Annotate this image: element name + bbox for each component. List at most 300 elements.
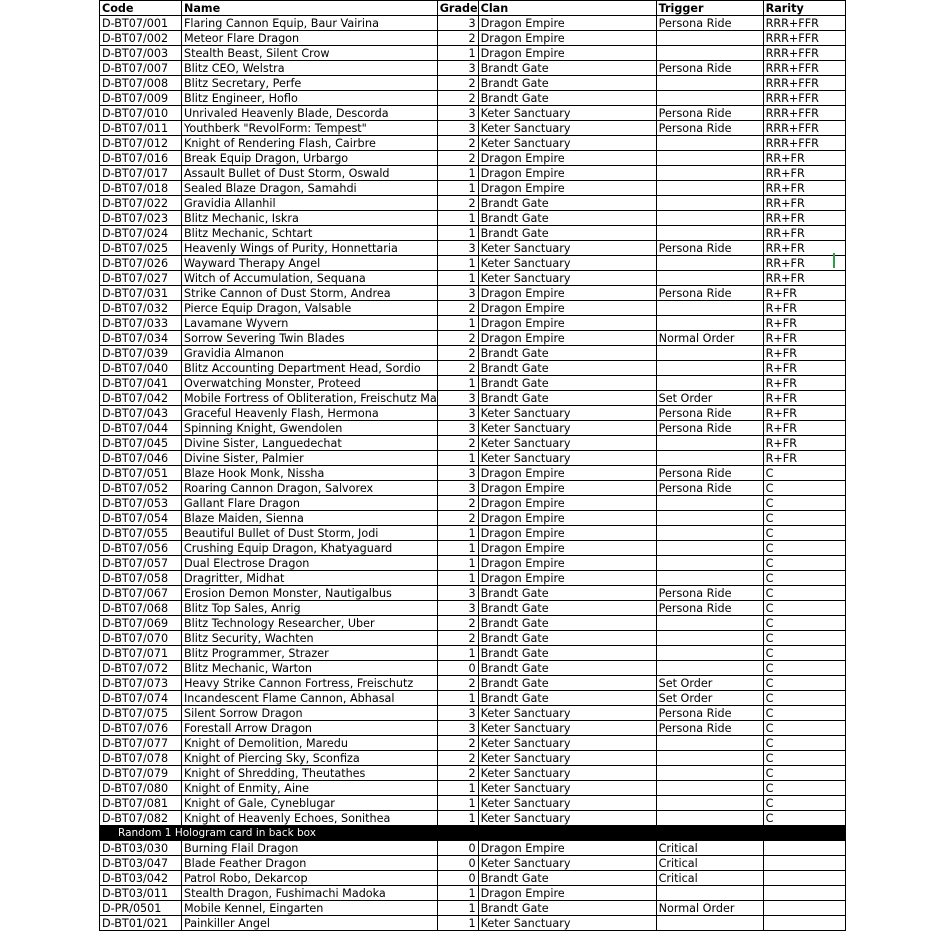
rarity-cell[interactable]: RRR+FFR (763, 46, 845, 61)
trigger-cell[interactable] (656, 31, 763, 46)
name-cell[interactable]: Knight of Demolition, Maredu (182, 736, 438, 751)
trigger-cell[interactable]: Critical (656, 856, 763, 871)
grade-cell[interactable]: 2 (437, 151, 478, 166)
clan-cell[interactable]: Brandt Gate (478, 616, 656, 631)
clan-cell[interactable]: Dragon Empire (478, 541, 656, 556)
grade-cell[interactable]: 1 (437, 256, 478, 271)
code-cell[interactable]: D-BT07/007 (100, 61, 182, 76)
clan-cell[interactable]: Brandt Gate (478, 76, 656, 91)
code-cell[interactable]: D-BT07/041 (100, 376, 182, 391)
trigger-cell[interactable]: Critical (656, 841, 763, 856)
clan-cell[interactable]: Keter Sanctuary (478, 856, 656, 871)
code-cell[interactable]: D-BT03/030 (100, 841, 182, 856)
clan-cell[interactable]: Dragon Empire (478, 301, 656, 316)
grade-cell[interactable]: 2 (437, 196, 478, 211)
grade-cell[interactable]: 0 (437, 661, 478, 676)
trigger-cell[interactable] (656, 556, 763, 571)
code-cell[interactable]: D-BT03/047 (100, 856, 182, 871)
grade-cell[interactable]: 1 (437, 646, 478, 661)
rarity-cell[interactable] (763, 841, 845, 856)
trigger-cell[interactable] (656, 361, 763, 376)
name-cell[interactable]: Blitz Programmer, Strazer (182, 646, 438, 661)
code-cell[interactable]: D-BT07/008 (100, 76, 182, 91)
code-cell[interactable]: D-BT07/023 (100, 211, 182, 226)
clan-cell[interactable]: Dragon Empire (478, 556, 656, 571)
rarity-cell[interactable]: C (763, 781, 845, 796)
trigger-cell[interactable] (656, 646, 763, 661)
clan-cell[interactable]: Keter Sanctuary (478, 706, 656, 721)
grade-cell[interactable]: 1 (437, 901, 478, 916)
clan-cell[interactable]: Dragon Empire (478, 841, 656, 856)
name-cell[interactable]: Wayward Therapy Angel (182, 256, 438, 271)
name-cell[interactable]: Meteor Flare Dragon (182, 31, 438, 46)
code-cell[interactable]: D-BT07/052 (100, 481, 182, 496)
grade-cell[interactable]: 0 (437, 871, 478, 886)
trigger-cell[interactable] (656, 211, 763, 226)
header-grade[interactable]: Grade (437, 1, 478, 16)
trigger-cell[interactable] (656, 91, 763, 106)
rarity-cell[interactable]: RRR+FFR (763, 136, 845, 151)
clan-cell[interactable]: Brandt Gate (478, 661, 656, 676)
name-cell[interactable]: Spinning Knight, Gwendolen (182, 421, 438, 436)
code-cell[interactable]: D-BT07/027 (100, 271, 182, 286)
grade-cell[interactable]: 2 (437, 31, 478, 46)
rarity-cell[interactable]: RRR+FFR (763, 91, 845, 106)
rarity-cell[interactable]: RRR+FFR (763, 121, 845, 136)
name-cell[interactable]: Knight of Gale, Cyneblugar (182, 796, 438, 811)
name-cell[interactable]: Strike Cannon of Dust Storm, Andrea (182, 286, 438, 301)
trigger-cell[interactable] (656, 46, 763, 61)
clan-cell[interactable]: Brandt Gate (478, 91, 656, 106)
grade-cell[interactable]: 3 (437, 406, 478, 421)
name-cell[interactable]: Youthberk "RevolForm: Tempest" (182, 121, 438, 136)
code-cell[interactable]: D-BT07/046 (100, 451, 182, 466)
code-cell[interactable]: D-BT07/042 (100, 391, 182, 406)
rarity-cell[interactable]: C (763, 721, 845, 736)
grade-cell[interactable]: 1 (437, 271, 478, 286)
code-cell[interactable]: D-BT07/002 (100, 31, 182, 46)
grade-cell[interactable]: 3 (437, 121, 478, 136)
name-cell[interactable]: Patrol Robo, Dekarcop (182, 871, 438, 886)
trigger-cell[interactable]: Persona Ride (656, 286, 763, 301)
grade-cell[interactable]: 1 (437, 451, 478, 466)
grade-cell[interactable]: 1 (437, 811, 478, 826)
trigger-cell[interactable]: Persona Ride (656, 706, 763, 721)
grade-cell[interactable]: 1 (437, 886, 478, 901)
trigger-cell[interactable]: Persona Ride (656, 421, 763, 436)
name-cell[interactable]: Flaring Cannon Equip, Baur Vairina (182, 16, 438, 31)
rarity-cell[interactable]: C (763, 661, 845, 676)
rarity-cell[interactable]: R+FR (763, 451, 845, 466)
name-cell[interactable]: Blitz Security, Wachten (182, 631, 438, 646)
code-cell[interactable]: D-BT07/012 (100, 136, 182, 151)
code-cell[interactable]: D-BT07/075 (100, 706, 182, 721)
rarity-cell[interactable]: R+FR (763, 346, 845, 361)
clan-cell[interactable]: Dragon Empire (478, 526, 656, 541)
code-cell[interactable]: D-BT07/082 (100, 811, 182, 826)
rarity-cell[interactable] (763, 916, 845, 931)
rarity-cell[interactable]: C (763, 496, 845, 511)
trigger-cell[interactable]: Normal Order (656, 901, 763, 916)
code-cell[interactable]: D-BT07/068 (100, 601, 182, 616)
name-cell[interactable]: Blitz Engineer, Hoflo (182, 91, 438, 106)
trigger-cell[interactable] (656, 76, 763, 91)
grade-cell[interactable]: 1 (437, 526, 478, 541)
trigger-cell[interactable] (656, 616, 763, 631)
clan-cell[interactable]: Brandt Gate (478, 631, 656, 646)
clan-cell[interactable]: Dragon Empire (478, 496, 656, 511)
code-cell[interactable]: D-BT07/056 (100, 541, 182, 556)
trigger-cell[interactable]: Critical (656, 871, 763, 886)
code-cell[interactable]: D-BT07/054 (100, 511, 182, 526)
code-cell[interactable]: D-BT07/016 (100, 151, 182, 166)
grade-cell[interactable]: 3 (437, 16, 478, 31)
grade-cell[interactable]: 1 (437, 781, 478, 796)
trigger-cell[interactable] (656, 766, 763, 781)
grade-cell[interactable]: 3 (437, 421, 478, 436)
code-cell[interactable]: D-BT07/057 (100, 556, 182, 571)
header-code[interactable]: Code (100, 1, 182, 16)
code-cell[interactable]: D-BT07/009 (100, 91, 182, 106)
code-cell[interactable]: D-BT07/044 (100, 421, 182, 436)
clan-cell[interactable]: Dragon Empire (478, 46, 656, 61)
rarity-cell[interactable]: C (763, 766, 845, 781)
grade-cell[interactable]: 2 (437, 676, 478, 691)
trigger-cell[interactable]: Persona Ride (656, 241, 763, 256)
code-cell[interactable]: D-BT07/026 (100, 256, 182, 271)
trigger-cell[interactable] (656, 151, 763, 166)
clan-cell[interactable]: Keter Sanctuary (478, 136, 656, 151)
rarity-cell[interactable]: C (763, 571, 845, 586)
name-cell[interactable]: Beautiful Bullet of Dust Storm, Jodi (182, 526, 438, 541)
code-cell[interactable]: D-BT07/070 (100, 631, 182, 646)
clan-cell[interactable]: Keter Sanctuary (478, 796, 656, 811)
name-cell[interactable]: Stealth Beast, Silent Crow (182, 46, 438, 61)
trigger-cell[interactable] (656, 436, 763, 451)
rarity-cell[interactable]: RR+FR (763, 226, 845, 241)
name-cell[interactable]: Gravidia Almanon (182, 346, 438, 361)
code-cell[interactable]: D-BT07/076 (100, 721, 182, 736)
grade-cell[interactable]: 2 (437, 751, 478, 766)
code-cell[interactable]: D-BT07/081 (100, 796, 182, 811)
clan-cell[interactable]: Brandt Gate (478, 196, 656, 211)
clan-cell[interactable]: Dragon Empire (478, 511, 656, 526)
trigger-cell[interactable]: Normal Order (656, 331, 763, 346)
grade-cell[interactable]: 3 (437, 721, 478, 736)
rarity-cell[interactable]: C (763, 811, 845, 826)
trigger-cell[interactable] (656, 511, 763, 526)
grade-cell[interactable]: 2 (437, 361, 478, 376)
rarity-cell[interactable] (763, 901, 845, 916)
trigger-cell[interactable]: Persona Ride (656, 466, 763, 481)
clan-cell[interactable]: Brandt Gate (478, 376, 656, 391)
clan-cell[interactable]: Brandt Gate (478, 676, 656, 691)
clan-cell[interactable]: Keter Sanctuary (478, 736, 656, 751)
grade-cell[interactable]: 3 (437, 466, 478, 481)
name-cell[interactable]: Sealed Blaze Dragon, Samahdi (182, 181, 438, 196)
hologram-banner[interactable]: Random 1 Hologram card in back box (100, 826, 846, 841)
clan-cell[interactable]: Dragon Empire (478, 31, 656, 46)
code-cell[interactable]: D-BT07/024 (100, 226, 182, 241)
code-cell[interactable]: D-BT07/069 (100, 616, 182, 631)
code-cell[interactable]: D-BT07/022 (100, 196, 182, 211)
rarity-cell[interactable]: C (763, 466, 845, 481)
grade-cell[interactable]: 3 (437, 706, 478, 721)
trigger-cell[interactable] (656, 256, 763, 271)
rarity-cell[interactable]: R+FR (763, 286, 845, 301)
grade-cell[interactable]: 3 (437, 586, 478, 601)
rarity-cell[interactable]: C (763, 556, 845, 571)
trigger-cell[interactable] (656, 781, 763, 796)
grade-cell[interactable]: 3 (437, 241, 478, 256)
name-cell[interactable]: Blitz Technology Researcher, Uber (182, 616, 438, 631)
trigger-cell[interactable]: Set Order (656, 676, 763, 691)
rarity-cell[interactable]: R+FR (763, 316, 845, 331)
name-cell[interactable]: Blitz Top Sales, Anrig (182, 601, 438, 616)
name-cell[interactable]: Sorrow Severing Twin Blades (182, 331, 438, 346)
clan-cell[interactable]: Dragon Empire (478, 886, 656, 901)
code-cell[interactable]: D-BT07/071 (100, 646, 182, 661)
grade-cell[interactable]: 2 (437, 331, 478, 346)
trigger-cell[interactable] (656, 751, 763, 766)
rarity-cell[interactable]: RR+FR (763, 256, 845, 271)
rarity-cell[interactable]: C (763, 616, 845, 631)
name-cell[interactable]: Burning Flail Dragon (182, 841, 438, 856)
code-cell[interactable]: D-PR/0501 (100, 901, 182, 916)
code-cell[interactable]: D-BT07/032 (100, 301, 182, 316)
grade-cell[interactable]: 2 (437, 616, 478, 631)
name-cell[interactable]: Blaze Maiden, Sienna (182, 511, 438, 526)
trigger-cell[interactable]: Persona Ride (656, 16, 763, 31)
grade-cell[interactable]: 1 (437, 226, 478, 241)
name-cell[interactable]: Blitz Accounting Department Head, Sordio (182, 361, 438, 376)
rarity-cell[interactable]: RR+FR (763, 166, 845, 181)
grade-cell[interactable]: 2 (437, 511, 478, 526)
code-cell[interactable]: D-BT07/078 (100, 751, 182, 766)
name-cell[interactable]: Roaring Cannon Dragon, Salvorex (182, 481, 438, 496)
clan-cell[interactable]: Dragon Empire (478, 16, 656, 31)
header-trigger[interactable]: Trigger (656, 1, 763, 16)
name-cell[interactable]: Dragritter, Midhat (182, 571, 438, 586)
clan-cell[interactable]: Dragon Empire (478, 286, 656, 301)
grade-cell[interactable]: 1 (437, 376, 478, 391)
clan-cell[interactable]: Keter Sanctuary (478, 406, 656, 421)
code-cell[interactable]: D-BT07/067 (100, 586, 182, 601)
code-cell[interactable]: D-BT07/018 (100, 181, 182, 196)
grade-cell[interactable]: 1 (437, 916, 478, 931)
name-cell[interactable]: Gallant Flare Dragon (182, 496, 438, 511)
clan-cell[interactable]: Brandt Gate (478, 646, 656, 661)
rarity-cell[interactable]: R+FR (763, 436, 845, 451)
trigger-cell[interactable] (656, 271, 763, 286)
grade-cell[interactable]: 2 (437, 766, 478, 781)
trigger-cell[interactable]: Persona Ride (656, 586, 763, 601)
rarity-cell[interactable] (763, 871, 845, 886)
trigger-cell[interactable] (656, 811, 763, 826)
clan-cell[interactable]: Keter Sanctuary (478, 916, 656, 931)
grade-cell[interactable]: 3 (437, 391, 478, 406)
grade-cell[interactable]: 3 (437, 481, 478, 496)
rarity-cell[interactable]: C (763, 646, 845, 661)
name-cell[interactable]: Forestall Arrow Dragon (182, 721, 438, 736)
grade-cell[interactable]: 1 (437, 211, 478, 226)
rarity-cell[interactable]: C (763, 706, 845, 721)
rarity-cell[interactable]: R+FR (763, 391, 845, 406)
rarity-cell[interactable]: C (763, 736, 845, 751)
name-cell[interactable]: Knight of Heavenly Echoes, Sonithea (182, 811, 438, 826)
code-cell[interactable]: D-BT07/031 (100, 286, 182, 301)
name-cell[interactable]: Blitz Mechanic, Schtart (182, 226, 438, 241)
grade-cell[interactable]: 1 (437, 316, 478, 331)
code-cell[interactable]: D-BT07/011 (100, 121, 182, 136)
rarity-cell[interactable]: C (763, 481, 845, 496)
rarity-cell[interactable]: RRR+FFR (763, 61, 845, 76)
name-cell[interactable]: Lavamane Wyvern (182, 316, 438, 331)
trigger-cell[interactable] (656, 496, 763, 511)
clan-cell[interactable]: Dragon Empire (478, 151, 656, 166)
rarity-cell[interactable] (763, 886, 845, 901)
name-cell[interactable]: Silent Sorrow Dragon (182, 706, 438, 721)
clan-cell[interactable]: Brandt Gate (478, 391, 656, 406)
rarity-cell[interactable]: C (763, 526, 845, 541)
name-cell[interactable]: Witch of Accumulation, Sequana (182, 271, 438, 286)
grade-cell[interactable]: 2 (437, 736, 478, 751)
code-cell[interactable]: D-BT07/074 (100, 691, 182, 706)
clan-cell[interactable]: Dragon Empire (478, 166, 656, 181)
clan-cell[interactable]: Keter Sanctuary (478, 106, 656, 121)
trigger-cell[interactable] (656, 916, 763, 931)
trigger-cell[interactable]: Persona Ride (656, 106, 763, 121)
trigger-cell[interactable]: Persona Ride (656, 121, 763, 136)
name-cell[interactable]: Blitz Secretary, Perfe (182, 76, 438, 91)
name-cell[interactable]: Incandescent Flame Cannon, Abhasal (182, 691, 438, 706)
grade-cell[interactable]: 3 (437, 61, 478, 76)
grade-cell[interactable]: 2 (437, 76, 478, 91)
name-cell[interactable]: Graceful Heavenly Flash, Hermona (182, 406, 438, 421)
code-cell[interactable]: D-BT07/079 (100, 766, 182, 781)
name-cell[interactable]: Knight of Rendering Flash, Cairbre (182, 136, 438, 151)
name-cell[interactable]: Stealth Dragon, Fushimachi Madoka (182, 886, 438, 901)
trigger-cell[interactable]: Persona Ride (656, 721, 763, 736)
rarity-cell[interactable]: C (763, 631, 845, 646)
clan-cell[interactable]: Dragon Empire (478, 331, 656, 346)
name-cell[interactable]: Crushing Equip Dragon, Khatyaguard (182, 541, 438, 556)
clan-cell[interactable]: Brandt Gate (478, 61, 656, 76)
grade-cell[interactable]: 1 (437, 691, 478, 706)
clan-cell[interactable]: Brandt Gate (478, 346, 656, 361)
rarity-cell[interactable]: RRR+FFR (763, 16, 845, 31)
clan-cell[interactable]: Keter Sanctuary (478, 241, 656, 256)
clan-cell[interactable]: Keter Sanctuary (478, 271, 656, 286)
clan-cell[interactable]: Keter Sanctuary (478, 721, 656, 736)
rarity-cell[interactable]: RR+FR (763, 241, 845, 256)
name-cell[interactable]: Divine Sister, Palmier (182, 451, 438, 466)
clan-cell[interactable]: Dragon Empire (478, 571, 656, 586)
grade-cell[interactable]: 1 (437, 796, 478, 811)
name-cell[interactable]: Heavenly Wings of Purity, Honnettaria (182, 241, 438, 256)
name-cell[interactable]: Blade Feather Dragon (182, 856, 438, 871)
name-cell[interactable]: Divine Sister, Languedechat (182, 436, 438, 451)
grade-cell[interactable]: 2 (437, 631, 478, 646)
clan-cell[interactable]: Brandt Gate (478, 226, 656, 241)
name-cell[interactable]: Assault Bullet of Dust Storm, Oswald (182, 166, 438, 181)
rarity-cell[interactable]: R+FR (763, 331, 845, 346)
code-cell[interactable]: D-BT07/053 (100, 496, 182, 511)
rarity-cell[interactable]: C (763, 541, 845, 556)
grade-cell[interactable]: 0 (437, 841, 478, 856)
clan-cell[interactable]: Keter Sanctuary (478, 121, 656, 136)
name-cell[interactable]: Heavy Strike Cannon Fortress, Freischutz (182, 676, 438, 691)
name-cell[interactable]: Mobile Fortress of Obliteration, Freischutz Ma (182, 391, 438, 406)
name-cell[interactable]: Blitz Mechanic, Warton (182, 661, 438, 676)
clan-cell[interactable]: Brandt Gate (478, 691, 656, 706)
code-cell[interactable]: D-BT07/033 (100, 316, 182, 331)
trigger-cell[interactable]: Persona Ride (656, 406, 763, 421)
clan-cell[interactable]: Keter Sanctuary (478, 256, 656, 271)
clan-cell[interactable]: Dragon Empire (478, 481, 656, 496)
rarity-cell[interactable]: RRR+FFR (763, 76, 845, 91)
grade-cell[interactable]: 3 (437, 106, 478, 121)
clan-cell[interactable]: Keter Sanctuary (478, 811, 656, 826)
code-cell[interactable]: D-BT07/025 (100, 241, 182, 256)
grade-cell[interactable]: 3 (437, 601, 478, 616)
rarity-cell[interactable]: C (763, 676, 845, 691)
trigger-cell[interactable] (656, 226, 763, 241)
grade-cell[interactable]: 0 (437, 856, 478, 871)
code-cell[interactable]: D-BT07/051 (100, 466, 182, 481)
code-cell[interactable]: D-BT07/010 (100, 106, 182, 121)
code-cell[interactable]: D-BT07/001 (100, 16, 182, 31)
rarity-cell[interactable]: R+FR (763, 406, 845, 421)
rarity-cell[interactable]: R+FR (763, 301, 845, 316)
grade-cell[interactable]: 1 (437, 181, 478, 196)
clan-cell[interactable]: Brandt Gate (478, 601, 656, 616)
clan-cell[interactable]: Dragon Empire (478, 316, 656, 331)
trigger-cell[interactable] (656, 316, 763, 331)
name-cell[interactable]: Mobile Kennel, Eingarten (182, 901, 438, 916)
rarity-cell[interactable]: RR+FR (763, 211, 845, 226)
grade-cell[interactable]: 2 (437, 91, 478, 106)
code-cell[interactable]: D-BT01/021 (100, 916, 182, 931)
name-cell[interactable]: Dual Electrose Dragon (182, 556, 438, 571)
trigger-cell[interactable]: Persona Ride (656, 601, 763, 616)
code-cell[interactable]: D-BT07/080 (100, 781, 182, 796)
clan-cell[interactable]: Brandt Gate (478, 871, 656, 886)
name-cell[interactable]: Knight of Piercing Sky, Sconfiza (182, 751, 438, 766)
grade-cell[interactable]: 1 (437, 166, 478, 181)
grade-cell[interactable]: 2 (437, 346, 478, 361)
trigger-cell[interactable]: Persona Ride (656, 481, 763, 496)
trigger-cell[interactable] (656, 541, 763, 556)
code-cell[interactable]: D-BT07/077 (100, 736, 182, 751)
grade-cell[interactable]: 1 (437, 556, 478, 571)
grade-cell[interactable]: 1 (437, 46, 478, 61)
name-cell[interactable]: Unrivaled Heavenly Blade, Descorda (182, 106, 438, 121)
clan-cell[interactable]: Brandt Gate (478, 586, 656, 601)
name-cell[interactable]: Painkiller Angel (182, 916, 438, 931)
name-cell[interactable]: Pierce Equip Dragon, Valsable (182, 301, 438, 316)
name-cell[interactable]: Gravidia Allanhil (182, 196, 438, 211)
trigger-cell[interactable] (656, 166, 763, 181)
rarity-cell[interactable]: RRR+FFR (763, 31, 845, 46)
grade-cell[interactable]: 2 (437, 496, 478, 511)
clan-cell[interactable]: Dragon Empire (478, 466, 656, 481)
clan-cell[interactable]: Keter Sanctuary (478, 751, 656, 766)
clan-cell[interactable]: Keter Sanctuary (478, 436, 656, 451)
grade-cell[interactable]: 3 (437, 286, 478, 301)
clan-cell[interactable]: Keter Sanctuary (478, 421, 656, 436)
name-cell[interactable]: Overwatching Monster, Proteed (182, 376, 438, 391)
